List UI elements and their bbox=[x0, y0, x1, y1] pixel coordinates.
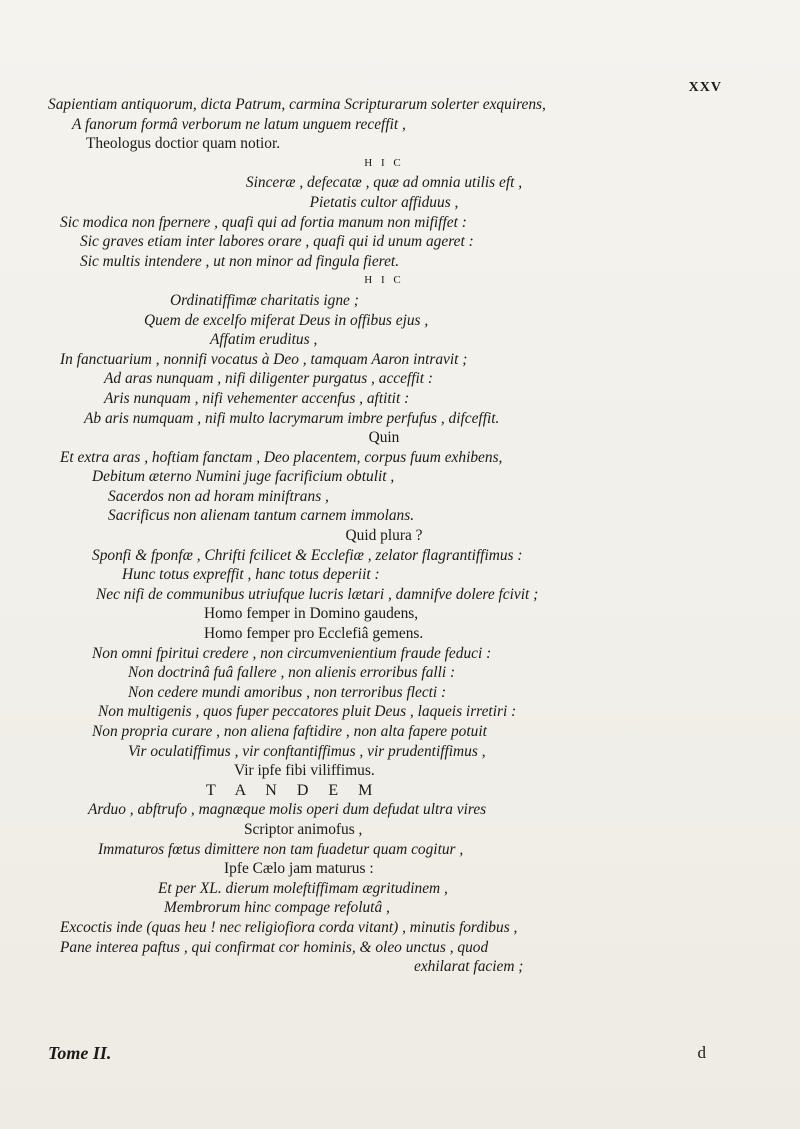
text-line: Membrorum hinc compage refolutâ , bbox=[164, 899, 390, 917]
text-line: Theologus doctior quam notior. bbox=[86, 135, 281, 153]
text-line: Non multigenis , quos fuper peccatores pluit Deus , laqueis irretiri : bbox=[98, 703, 517, 721]
text-line: Sic multis intendere , ut non minor ad fingula fieret. bbox=[80, 252, 400, 270]
text-line: Ordinatiffimæ charitatis igne ; bbox=[170, 291, 359, 309]
text-line: Hunc totus expreffit , hanc totus deperiit : bbox=[122, 566, 380, 584]
text-line: Debitum æterno Numini juge facrificium obtulit , bbox=[92, 468, 395, 486]
volume-label: Tome II. bbox=[48, 1043, 112, 1063]
text-line: H I C bbox=[364, 156, 404, 169]
text-line: Quin bbox=[368, 429, 400, 447]
text-line: Sic modica non fpernere , quafi qui ad fortia manum non mififfet : bbox=[60, 213, 467, 231]
text-line: Sapientiam antiquorum, dicta Patrum, carmina Scripturarum solerter exquirens, bbox=[48, 96, 546, 113]
text-line: Homo femper pro Ecclefiâ gemens. bbox=[204, 625, 424, 643]
text-line: Vir oculatiffimus , vir conftantiffimus , vir prudentiffimus , bbox=[128, 742, 486, 760]
text-line: Arduo , abftrufo , magnæque molis operi dum defudat ultra vires bbox=[88, 801, 487, 819]
text-line: Affatim eruditus , bbox=[210, 331, 318, 349]
text-line: H I C bbox=[364, 274, 404, 287]
text-line: Sponfi & fponfæ , Chrifti fcilicet & Ecclefiæ , zelator flagrantiffimus : bbox=[92, 546, 523, 564]
text-line: Ab aris numquam , nifi multo lacrymarum imbre perfufus , difceffit. bbox=[84, 409, 500, 427]
page-signature: XXV bbox=[688, 80, 722, 95]
text-line: Aris nunquam , nifi vehementer accenfus , aftitit : bbox=[104, 389, 410, 407]
text-line: A fanorum formâ verborum ne latum unguem receffit , bbox=[72, 115, 406, 133]
text-line: Nec nifi de communibus utriufque lucris lætari , damnifve dolere fcivit ; bbox=[96, 585, 539, 603]
text-line: Excoctis inde (quas heu ! nec religiofiora corda vitant) , minutis fordibus , bbox=[60, 918, 518, 936]
text-line: Non cedere mundi amoribus , non terroribus flecti : bbox=[128, 683, 447, 701]
text-line: Et per XL. dierum moleftiffimam ægritudinem , bbox=[158, 879, 448, 897]
text-line: Et extra aras , hoftiam fanctam , Deo placentem, corpus fuum exhibens, bbox=[60, 448, 503, 466]
text-line: exhilarat faciem ; bbox=[414, 958, 524, 976]
text-line: Non propria curare , non aliena faftidire , non alta fapere potuit bbox=[92, 723, 487, 740]
text-line: Quid plura ? bbox=[345, 527, 423, 545]
text-line: Pietatis cultor affiduus , bbox=[309, 193, 459, 211]
text-line: Immaturos fœtus dimittere non tam fuadetur quam cogitur , bbox=[98, 840, 464, 858]
text-line: Sacerdos non ad horam miniftrans , bbox=[108, 487, 329, 505]
text-line: Sacrificus non alienam tantum carnem immolans. bbox=[108, 507, 415, 525]
text-line: Scriptor animofus , bbox=[244, 820, 363, 838]
text-line: Homo femper in Domino gaudens, bbox=[204, 605, 419, 623]
text-line: In fanctuarium , nonnifi vocatus à Deo , tamquam Aaron intravit ; bbox=[60, 350, 468, 368]
signature-mark: d bbox=[697, 1043, 706, 1062]
text-line: Non doctrinâ fuâ fallere , non alienis erroribus falli : bbox=[128, 664, 456, 682]
text-line: Ipfe Cælo jam maturus : bbox=[224, 860, 374, 878]
text-line: T A N D E M bbox=[206, 781, 381, 799]
text-line: Sinceræ , defecatæ , quæ ad omnia utilis eft , bbox=[245, 174, 523, 192]
text-line: Vir ipfe fibi viliffimus. bbox=[234, 762, 375, 780]
text-line: Non omni fpiritui credere , non circumvenientium fraude feduci : bbox=[92, 644, 492, 662]
text-line: Quem de excelfo miferat Deus in offibus ejus , bbox=[144, 311, 429, 329]
page-footer bbox=[48, 1043, 760, 1065]
text-line: Pane interea paftus , qui confirmat cor hominis, & oleo unctus , quod bbox=[60, 938, 489, 956]
epitaph-text bbox=[48, 95, 760, 977]
text-line: Ad aras nunquam , nifi diligenter purgatus , acceffit : bbox=[104, 370, 434, 388]
text-line: Sic graves etiam inter labores orare , quafi qui id unum ageret : bbox=[80, 233, 474, 251]
